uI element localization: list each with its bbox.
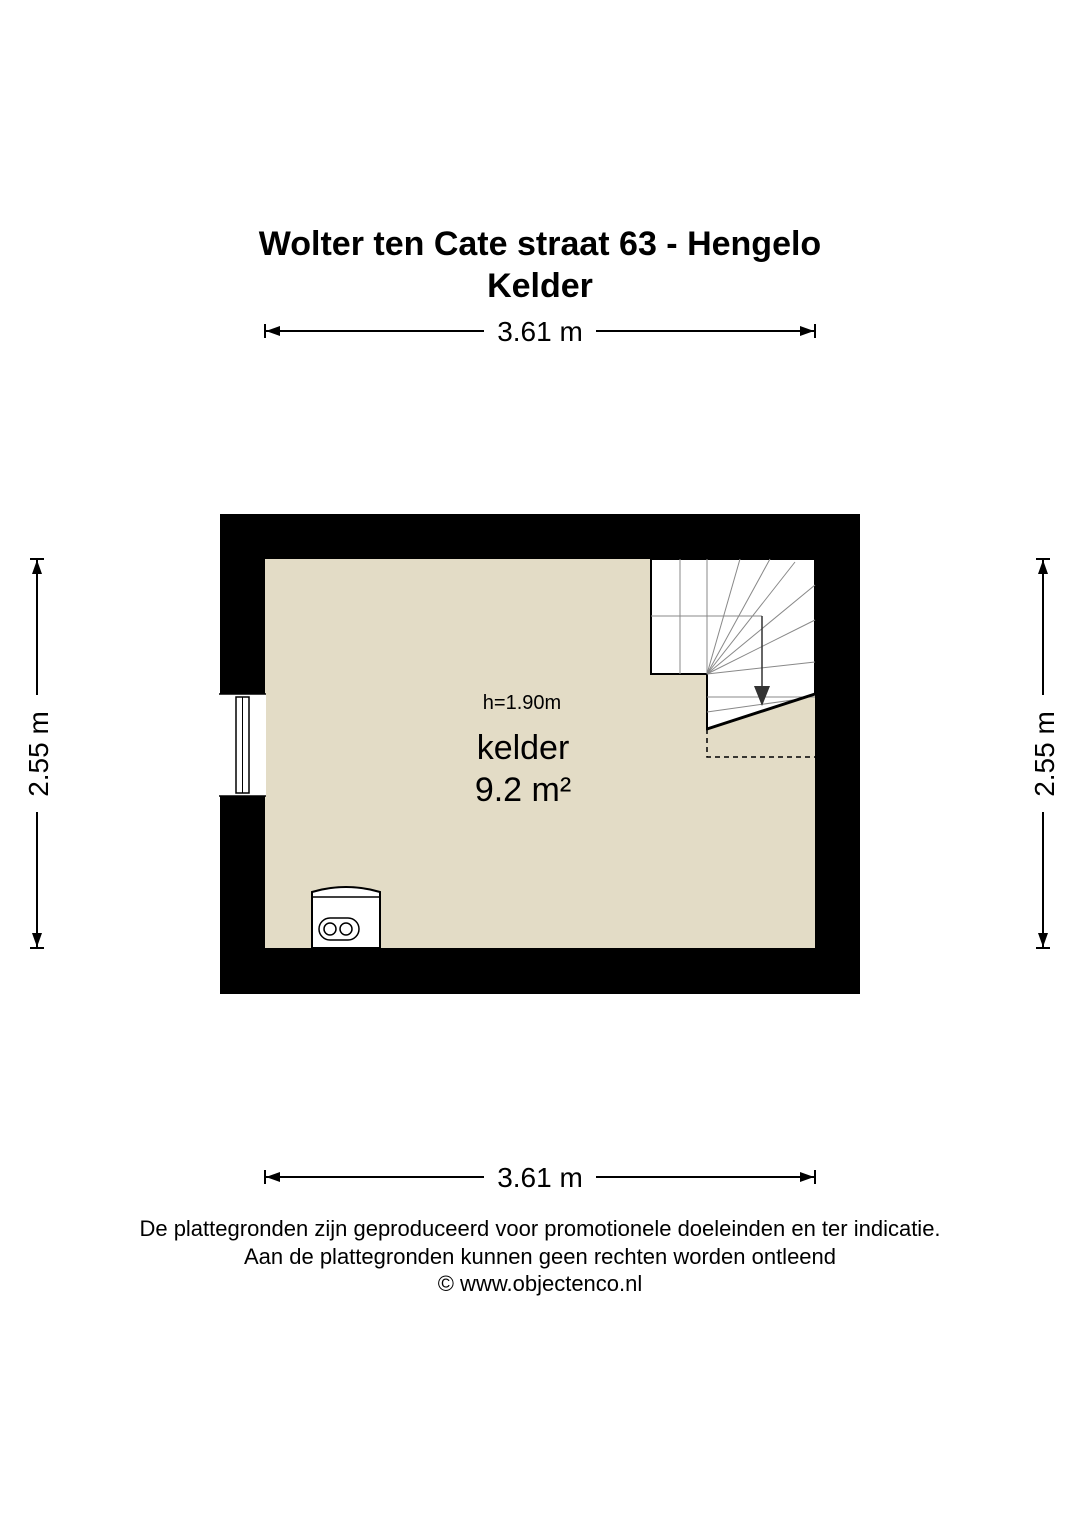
dimension-bottom [265, 1162, 815, 1193]
copyright-link[interactable]: © www.objectenco.nl [437, 1271, 643, 1296]
dimension-top [265, 316, 815, 347]
room-name-label: kelder [476, 729, 570, 767]
dimension-top-label: 3.61 m [497, 316, 583, 347]
plan-title: Wolter ten Cate straat 63 - Hengelo [258, 225, 822, 263]
room-height-label: h=1.90m [482, 692, 562, 714]
disclaimer-line-2: Aan de plattegronden kunnen geen rechten worden ontleend [243, 1244, 837, 1269]
dimension-bottom-label: 3.61 m [497, 1162, 583, 1193]
room-area-label: 9.2 m² [474, 771, 572, 809]
window [219, 694, 266, 796]
disclaimer-line-1: De plattegronden zijn geproduceerd voor promotionele doeleinden en ter indicatie. [139, 1216, 941, 1241]
floor-name: Kelder [487, 267, 593, 305]
dimension-right-label: 2.55 m [1029, 711, 1060, 797]
dimension-left [23, 559, 54, 948]
dimension-right [1029, 559, 1060, 948]
dimension-left-label: 2.55 m [23, 711, 54, 797]
boiler [312, 887, 380, 948]
